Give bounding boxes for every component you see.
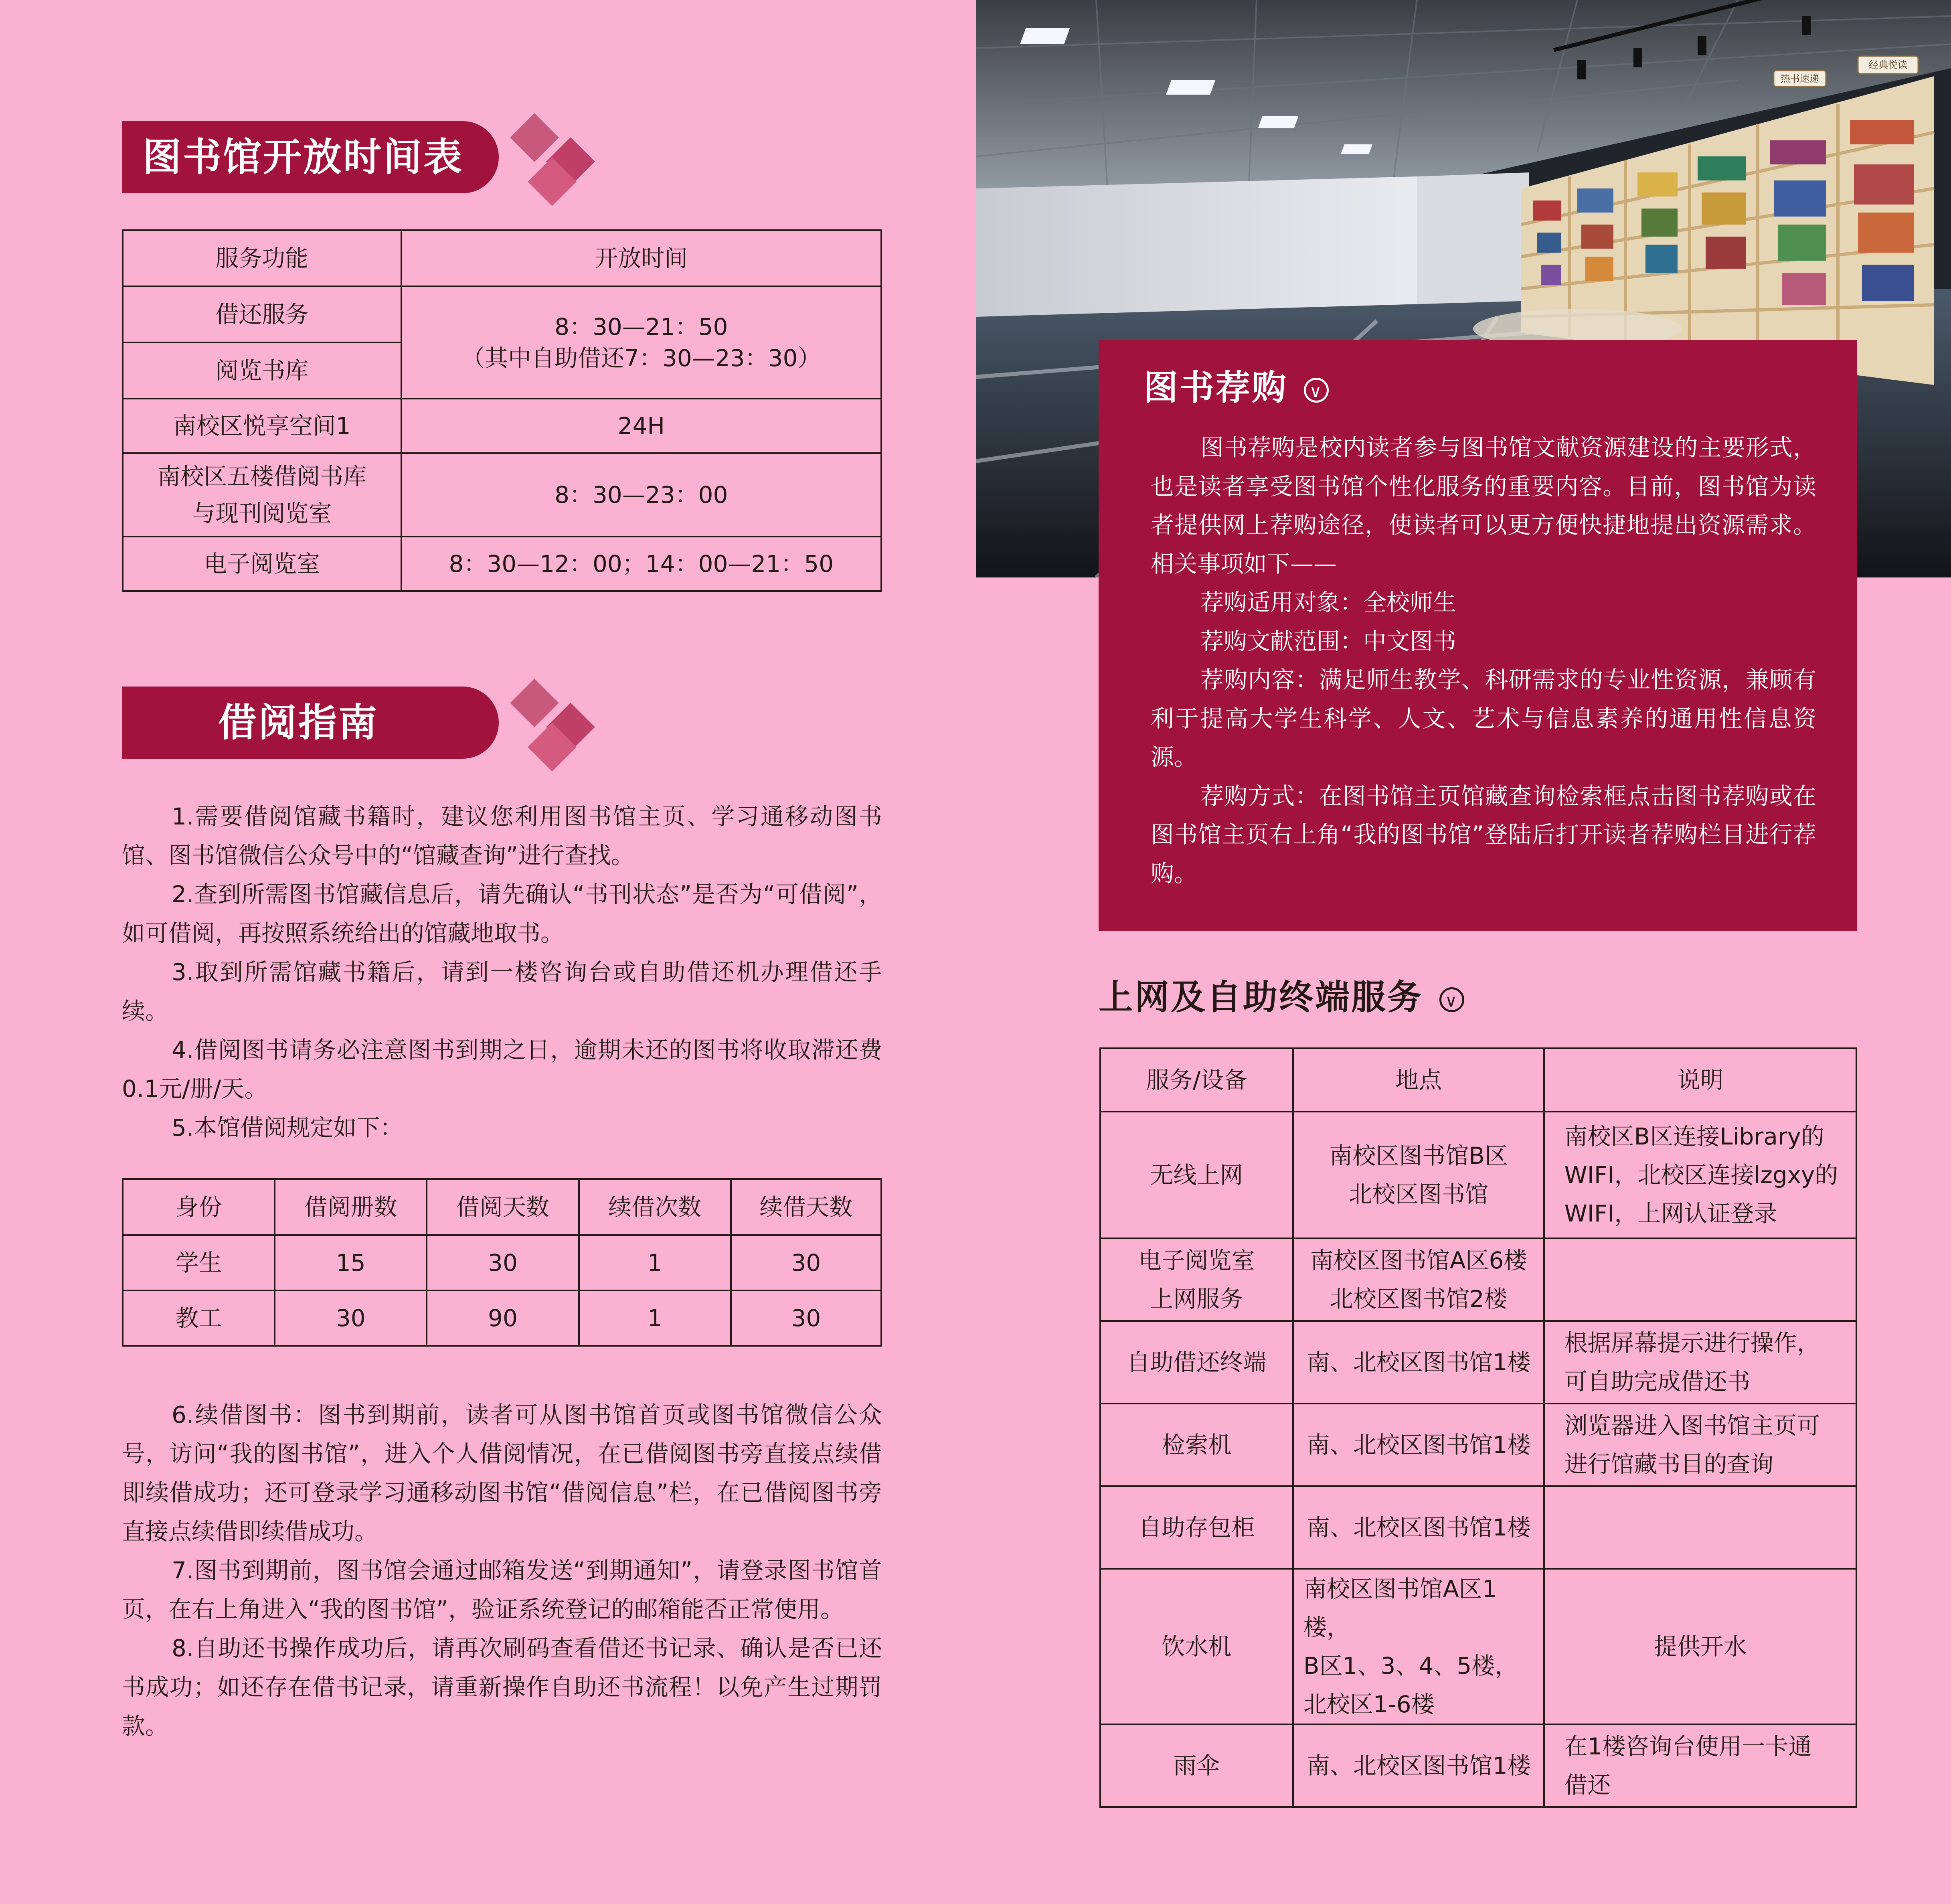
chevron-down-circle-icon: ∨: [1304, 378, 1329, 403]
decor-diamond: [510, 113, 559, 162]
cell-line: 进行馆藏书目的查询: [1564, 1450, 1774, 1478]
recommend-paragraph: 荐购内容：满足师生教学、科研需求的专业性资源，兼顾有利于提高大学生科学、人文、艺术与信息素养的通用性信息资源。: [1151, 666, 1816, 771]
guide-paragraph: 1.需要借阅馆藏书籍时，建议您利用图书馆主页、学习通移动图书馆、图书馆微信公众号中的“馆藏查询”进行查找。: [122, 803, 882, 869]
table-cell: 30: [275, 1290, 427, 1346]
service-cell: [1100, 1486, 1293, 1569]
guide-paragraph: 2.查到所需图书馆藏信息后，请先确认“书刊状态”是否为“可借阅”，如可借阅，再按照系统给出的馆藏地取书。: [122, 881, 882, 947]
location-cell: [1293, 1321, 1544, 1404]
cell-line: 提供开水: [1653, 1633, 1747, 1660]
guide-section-banner: [122, 687, 499, 759]
self-service-table: [1099, 1047, 1857, 1808]
table-header: 借阅天数: [427, 1179, 579, 1235]
cell-line: 南校区图书馆A区6楼: [1310, 1247, 1527, 1274]
recommend-title-text: 图书荐购: [1143, 368, 1288, 408]
cell-line: 无线上网: [1150, 1161, 1243, 1189]
table-cell: 1: [579, 1235, 731, 1290]
cell-line: 可自助完成借还书: [1564, 1368, 1751, 1395]
table-cell: 学生: [123, 1235, 275, 1290]
table-row: [123, 1235, 881, 1290]
service-cell: 南校区悦享空间1: [123, 399, 401, 453]
location-cell: [1293, 1238, 1544, 1321]
recommend-title: [1143, 366, 1329, 410]
cell-line: 北校区图书馆: [1349, 1181, 1489, 1208]
note-cell: [1544, 1724, 1856, 1807]
guide-paragraph: 4.借阅图书请务必注意图书到期之日，逾期未还的图书将收取滞还费0.1元/册/天。: [122, 1036, 882, 1102]
service-cell: [1100, 1238, 1293, 1321]
recommend-paragraph: 荐购文献范围：中文图书: [1200, 627, 1457, 655]
cell-line: 南、北校区图书馆1楼: [1306, 1349, 1531, 1376]
note-cell: [1544, 1404, 1856, 1486]
note-cell: [1544, 1321, 1856, 1404]
time-cell: 8：30—12：00；14：00—21：50: [401, 537, 881, 591]
cell-line: 电子阅览室: [1138, 1247, 1255, 1274]
cell-line: 北校区图书馆2楼: [1330, 1285, 1508, 1313]
guide-paragraphs-top: [122, 797, 882, 1147]
service-cell: [123, 453, 401, 537]
cell-line: 浏览器进入图书馆主页可: [1564, 1412, 1820, 1439]
table-row: [1100, 1321, 1856, 1404]
hours-section-title: 图书馆开放时间表: [143, 135, 463, 180]
table-cell: 教工: [123, 1290, 275, 1346]
cell-line: 检索机: [1162, 1431, 1232, 1458]
guide-paragraph: 3.取到所需馆藏书籍后，请到一楼咨询台或自助借还机办理借还手续。: [122, 958, 882, 1025]
service-cell: 借还服务: [123, 286, 401, 342]
cell-line: 自助借还终端: [1127, 1349, 1267, 1376]
time-line: （其中自助借还7：30—23：30）: [461, 344, 821, 372]
table-header: 服务/设备: [1100, 1048, 1293, 1112]
table-row: [1100, 1724, 1856, 1807]
cell-line: 南校区图书馆A区1楼，: [1303, 1575, 1497, 1641]
location-cell: [1293, 1486, 1544, 1569]
table-header: 地点: [1293, 1048, 1544, 1112]
cell-line: 在1楼咨询台使用一卡通: [1564, 1733, 1812, 1760]
location-cell: [1293, 1112, 1544, 1238]
note-cell: [1544, 1486, 1856, 1569]
service-cell: 阅览书库: [123, 342, 401, 399]
table-header: 续借天数: [731, 1179, 881, 1235]
table-header: 服务功能: [123, 230, 401, 286]
hours-section-banner: [122, 121, 499, 193]
services-title-text: 上网及自助终端服务: [1099, 977, 1423, 1017]
table-cell: 15: [275, 1235, 427, 1290]
recommend-paragraph: 荐购适用对象：全校师生: [1200, 589, 1457, 616]
table-header: 身份: [123, 1179, 275, 1235]
table-header: 借阅册数: [275, 1179, 427, 1235]
time-line: 8：30—21：50: [555, 313, 728, 340]
cell-line: 上网服务: [1150, 1285, 1243, 1313]
table-row: [1100, 1238, 1856, 1321]
table-row: [1100, 1569, 1856, 1724]
shelf-sign-text: 热书速递: [1781, 73, 1819, 84]
cell-line: 饮水机: [1162, 1633, 1232, 1660]
guide-paragraph: 6.续借图书：图书到期前，读者可从图书馆首页或图书馆微信公众号，访问“我的图书馆”，进入个人借阅情况，在已借阅图书旁直接点续借即续借成功；还可登录学习通移动图书馆“借阅信息”栏，在已借阅图书旁直接点续借即续借成功。: [122, 1401, 882, 1545]
guide-paragraphs-bottom: [122, 1396, 882, 1746]
table-row: [1100, 1404, 1856, 1486]
service-cell: [1100, 1569, 1293, 1724]
merged-time-cell: [401, 286, 881, 399]
table-header: 续借次数: [579, 1179, 731, 1235]
time-cell: 8：30—23：00: [401, 453, 881, 537]
shelf-sign-text: 经典悦读: [1869, 59, 1907, 71]
guide-paragraph: 8.自助还书操作成功后，请再次刷码查看借还书记录、确认是否已还书成功；如还存在借书记录，请重新操作自助还书流程！以免产生过期罚款。: [122, 1635, 882, 1740]
borrow-rules-table: [122, 1178, 882, 1347]
opening-hours-table: [122, 229, 882, 592]
table-header: 说明: [1544, 1048, 1856, 1112]
cell-line: B区1、3、4、5楼，: [1303, 1652, 1518, 1679]
note-cell: [1544, 1112, 1856, 1238]
cell-line: 自助存包柜: [1138, 1514, 1255, 1541]
recommend-body: [1151, 428, 1816, 893]
table-cell: 1: [579, 1290, 731, 1346]
guide-section-title: 借阅指南: [218, 700, 378, 745]
table-cell: 30: [427, 1235, 579, 1290]
service-line: 南校区五楼借阅书库: [157, 463, 367, 490]
table-row: [1100, 1112, 1856, 1238]
note-cell: [1544, 1569, 1856, 1724]
table-cell: 90: [427, 1290, 579, 1346]
cell-line: 根据屏幕提示进行操作，: [1564, 1329, 1820, 1357]
cell-line: 南校区B区连接Library的: [1564, 1123, 1825, 1150]
note-cell: [1544, 1238, 1856, 1321]
service-cell: [1100, 1724, 1293, 1807]
cell-line: 借还: [1564, 1771, 1611, 1799]
cell-line: 南、北校区图书馆1楼: [1306, 1752, 1531, 1779]
book-recommendation-box: [1099, 340, 1857, 931]
chevron-down-circle-icon: ∨: [1439, 987, 1464, 1012]
table-cell: 30: [731, 1290, 881, 1346]
service-cell: [1100, 1112, 1293, 1238]
time-cell: 24H: [401, 399, 881, 453]
service-cell: [1100, 1321, 1293, 1404]
decor-diamond: [510, 679, 559, 727]
recommend-paragraph: 图书荐购是校内读者参与图书馆文献资源建设的主要形式，也是读者享受图书馆个性化服务的重要内容。目前，图书馆为读者提供网上荐购途径，使读者可以更方便快捷地提出资源需求。相关事项如下——: [1151, 434, 1816, 577]
table-cell: 30: [731, 1235, 881, 1290]
recommend-paragraph: 荐购方式：在图书馆主页馆藏查询检索框点击图书荐购或在图书馆主页右上角“我的图书馆”登陆后打开读者荐购栏目进行荐购。: [1151, 782, 1816, 887]
location-cell: [1293, 1404, 1544, 1486]
cell-line: WIFI，上网认证登录: [1564, 1200, 1777, 1227]
service-cell: [1100, 1404, 1293, 1486]
location-cell: [1293, 1569, 1544, 1724]
guide-paragraph: 7.图书到期前，图书馆会通过邮箱发送“到期通知”，请登录图书馆首页，在右上角进入“我的图书馆”，验证系统登记的邮箱能否正常使用。: [122, 1557, 882, 1623]
service-cell: 电子阅览室: [123, 537, 401, 591]
cell-line: 北校区1-6楼: [1303, 1691, 1435, 1718]
cell-line: WIFI，北校区连接lzgxy的: [1564, 1161, 1838, 1189]
location-cell: [1293, 1724, 1544, 1807]
cell-line: 南、北校区图书馆1楼: [1306, 1514, 1531, 1541]
service-line: 与现刊阅览室: [192, 500, 332, 527]
guide-paragraph: 5.本馆借阅规定如下：: [172, 1114, 403, 1141]
services-section-title: [1099, 975, 1464, 1019]
table-header: 开放时间: [401, 230, 881, 286]
cell-line: 雨伞: [1173, 1752, 1220, 1779]
table-row: [123, 1290, 881, 1346]
table-row: [1100, 1486, 1856, 1569]
cell-line: 南校区图书馆B区: [1329, 1142, 1508, 1169]
cell-line: 南、北校区图书馆1楼: [1306, 1431, 1531, 1458]
